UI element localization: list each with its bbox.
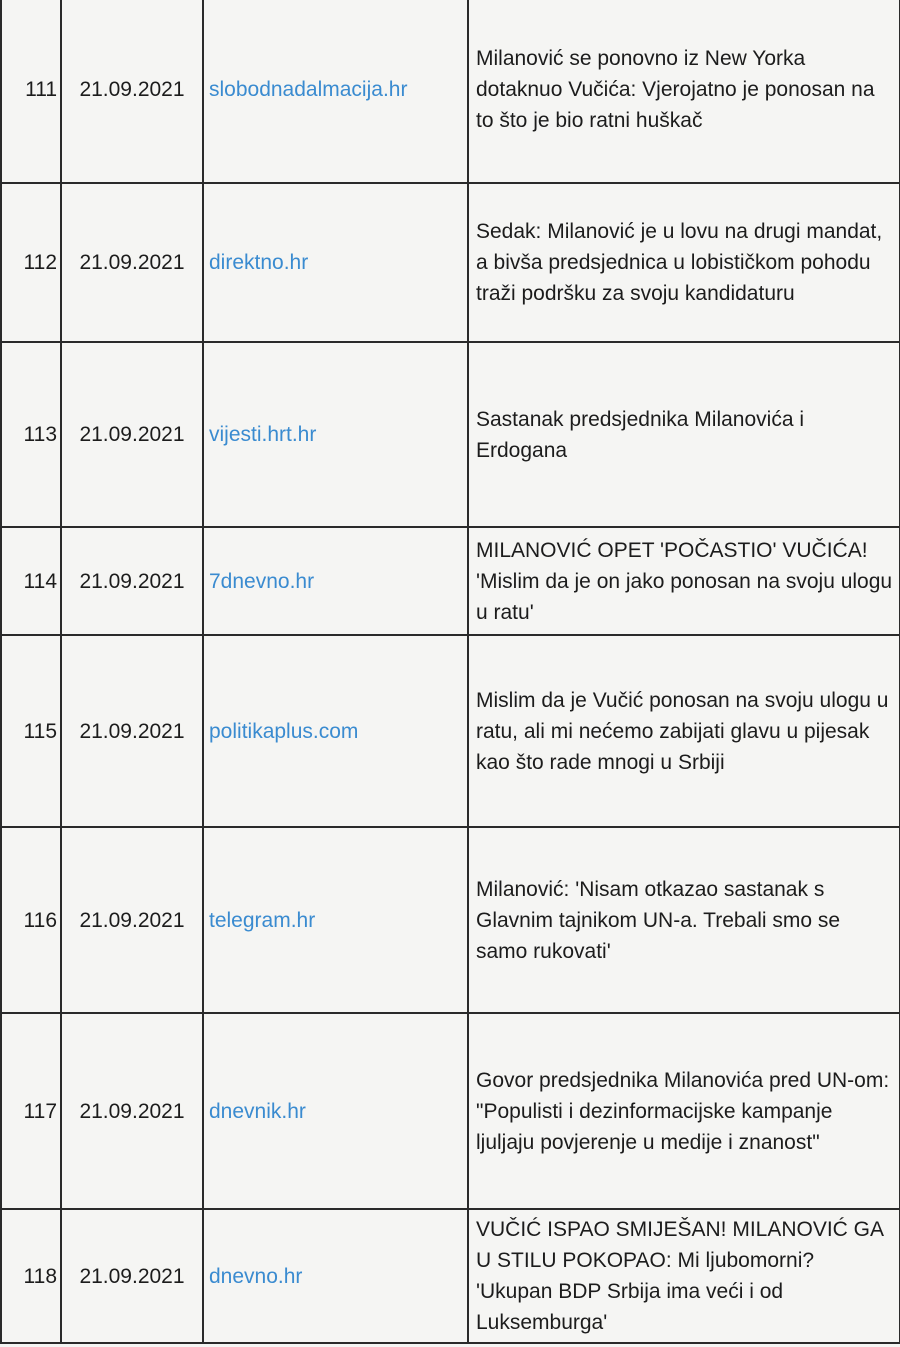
publication-date: 21.09.2021 xyxy=(61,635,203,827)
article-title: Mislim da je Vučić ponosan na svoju ulogu u ratu, ali mi nećemo zabijati glavu u pijesak kao što rade mnogi u Srbiji xyxy=(468,635,900,827)
row-number: 116 xyxy=(1,827,61,1013)
article-title: MILANOVIĆ OPET 'POČASTIO' VUČIĆA! 'Mislim da je on jako ponosan na svoju ulogu u ratu' xyxy=(468,527,900,635)
table-row xyxy=(1,827,900,1013)
table-row xyxy=(1,1013,900,1209)
source-link-text[interactable]: vijesti.hrt.hr xyxy=(209,423,317,446)
source-link[interactable] xyxy=(203,342,468,527)
source-link-text[interactable]: direktno.hr xyxy=(209,251,309,274)
publication-date: 21.09.2021 xyxy=(61,1209,203,1343)
row-number: 114 xyxy=(1,527,61,635)
source-link[interactable] xyxy=(203,827,468,1013)
source-link-text[interactable]: 7dnevno.hr xyxy=(209,569,315,593)
source-link-text[interactable]: telegram.hr xyxy=(209,908,316,932)
source-link[interactable] xyxy=(203,635,468,827)
source-link[interactable] xyxy=(203,0,468,183)
table-row xyxy=(1,183,900,342)
article-title: Milanović se ponovno iz New Yorka dotaknuo Vučića: Vjerojatno je ponosan na to što je bio ratni huškač xyxy=(468,0,900,183)
source-link-text[interactable]: dnevnik.hr xyxy=(209,1099,306,1123)
table-row xyxy=(1,0,900,183)
source-link[interactable] xyxy=(203,1013,468,1209)
article-title: VUČIĆ ISPAO SMIJEŠAN! MILANOVIĆ GA U STILU POKOPAO: Mi ljubomorni? 'Ukupan BDP Srbija ima veći i od Luksemburga' xyxy=(468,1209,900,1343)
source-link-text[interactable]: dnevno.hr xyxy=(209,1264,303,1288)
article-title: Sastanak predsjednika Milanovića i Erdogana xyxy=(468,342,900,527)
article-title: Milanović: 'Nisam otkazao sastanak s Glavnim tajnikom UN-a. Trebali smo se samo rukovati' xyxy=(468,827,900,1013)
row-number: 112 xyxy=(1,183,61,342)
article-title: Sedak: Milanović je u lovu na drugi mandat, a bivša predsjednica u lobističkom pohodu traži podršku za svoju kandidaturu xyxy=(468,183,900,342)
source-link[interactable] xyxy=(203,183,468,342)
publication-date: 21.09.2021 xyxy=(61,1013,203,1209)
publication-date: 21.09.2021 xyxy=(61,827,203,1013)
publication-date: 21.09.2021 xyxy=(61,342,203,527)
table-row xyxy=(1,342,900,527)
publication-date: 21.09.2021 xyxy=(61,0,203,183)
table-row xyxy=(1,527,900,635)
table-row xyxy=(1,1209,900,1343)
row-number: 115 xyxy=(1,635,61,827)
source-link-text[interactable]: slobodnadalmacija.hr xyxy=(209,77,408,101)
source-link[interactable] xyxy=(203,1209,468,1343)
row-number: 113 xyxy=(1,342,61,527)
publication-date: 21.09.2021 xyxy=(61,183,203,342)
source-link[interactable] xyxy=(203,527,468,635)
row-number: 111 xyxy=(1,0,61,183)
source-link-text[interactable]: politikaplus.com xyxy=(209,719,359,743)
table-row xyxy=(1,635,900,827)
article-title: Govor predsjednika Milanovića pred UN-om: "Populisti i dezinformacijske kampanje ljuljaju povjerenje u medije i znanost" xyxy=(468,1013,900,1209)
row-number: 118 xyxy=(1,1209,61,1343)
publication-date: 21.09.2021 xyxy=(61,527,203,635)
row-number: 117 xyxy=(1,1013,61,1209)
